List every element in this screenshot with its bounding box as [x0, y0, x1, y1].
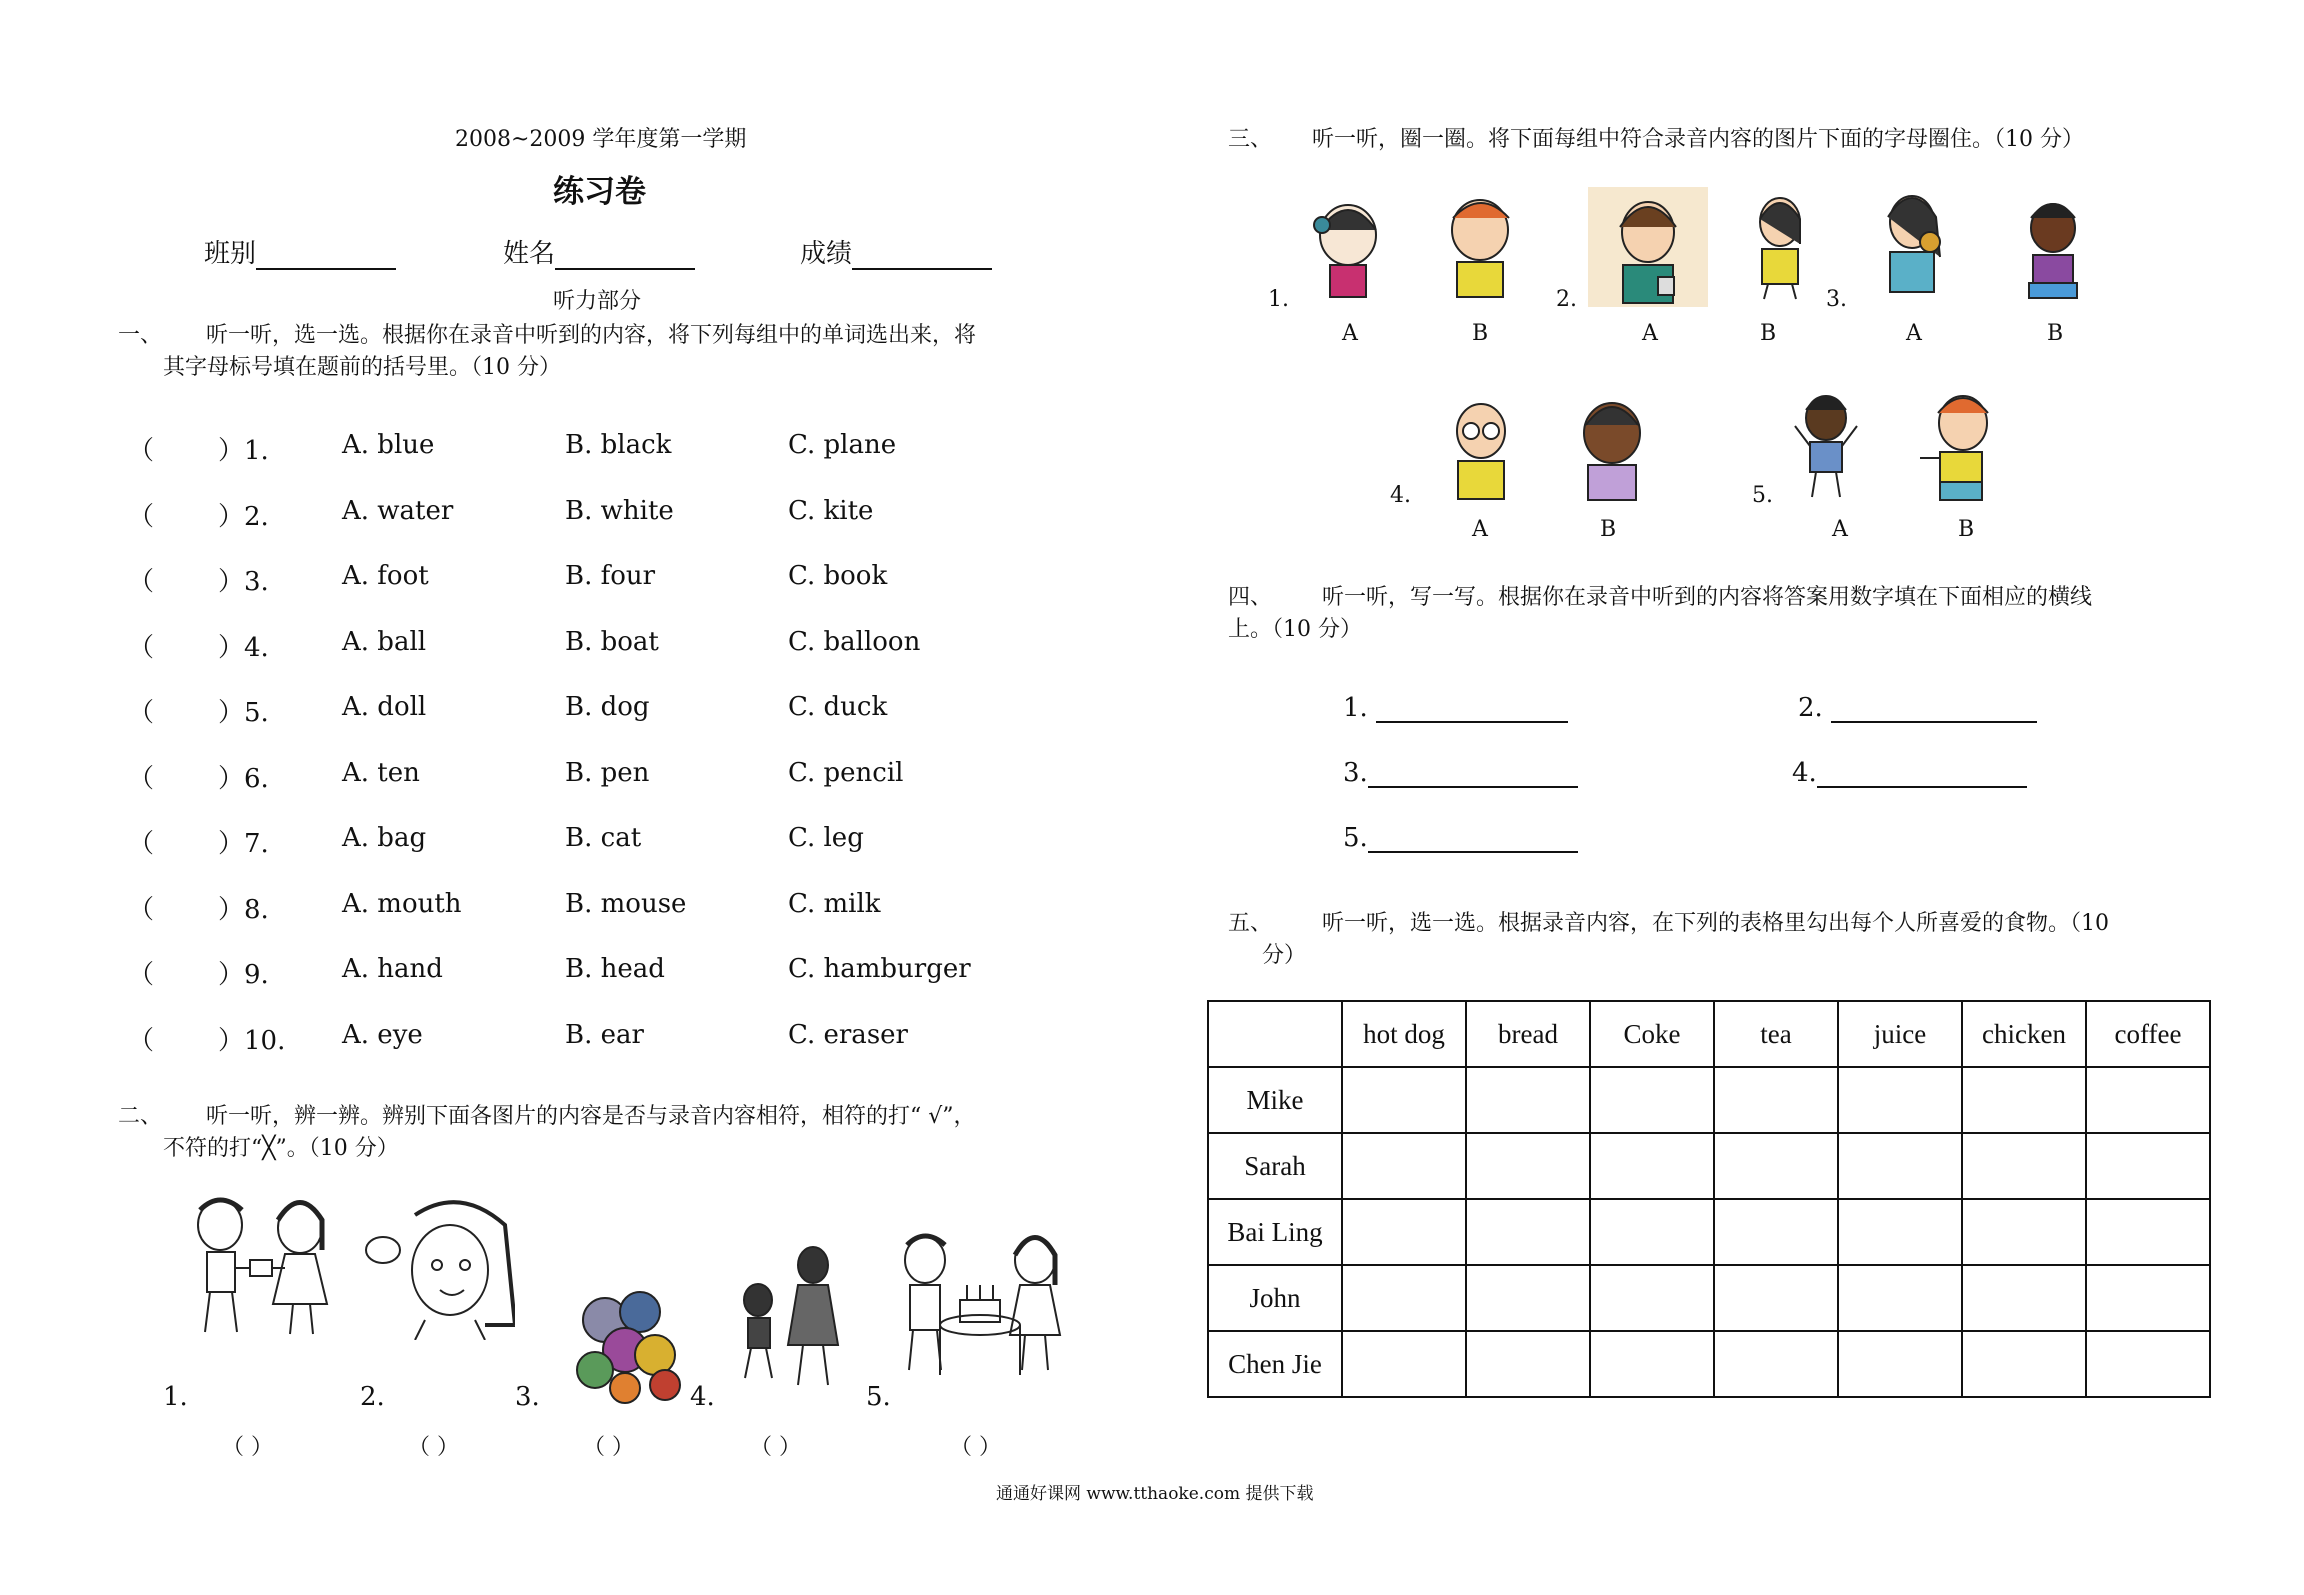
- question-number: ）1.: [218, 436, 269, 466]
- checkbox-cell[interactable]: [1590, 1133, 1714, 1199]
- part2-answer-3[interactable]: （ ）: [583, 1435, 634, 1460]
- option-b: B. pen: [565, 757, 650, 788]
- question-number: ）5.: [218, 698, 269, 728]
- checkbox-cell[interactable]: [1714, 1133, 1838, 1199]
- part3-5-option-a[interactable]: A: [1832, 517, 1848, 542]
- checkbox-cell[interactable]: [1590, 1331, 1714, 1397]
- question-number: ）8.: [218, 894, 269, 925]
- checkbox-cell[interactable]: [1466, 1199, 1590, 1265]
- picture-3-4b-boy: [1572, 393, 1652, 503]
- picture-3-2b-girl: [1742, 187, 1817, 302]
- part4-answer-5-label: 5.: [1343, 823, 1368, 853]
- part4-answer-1: [1343, 693, 1568, 723]
- option-c: C. balloon: [788, 626, 921, 657]
- question-number: ）3.: [218, 567, 269, 597]
- part3-3-option-a[interactable]: A: [1906, 321, 1922, 346]
- checkbox-cell[interactable]: [1962, 1331, 2086, 1397]
- checkbox-cell[interactable]: [1714, 1067, 1838, 1133]
- question-number: ）4.: [218, 632, 269, 663]
- part5-number: 五、: [1228, 911, 1273, 936]
- part4-instruction-2: 上。（10 分）: [1228, 617, 1362, 642]
- option-b: B. mouse: [565, 888, 687, 919]
- option-c: C. book: [788, 561, 888, 591]
- column-header: juice: [1838, 1001, 1962, 1067]
- part2-label-3: 3.: [515, 1382, 540, 1412]
- table-row: [1208, 1199, 2210, 1265]
- question-number: ）6.: [218, 763, 269, 794]
- term-line: 2008~2009 学年度第一学期: [455, 127, 747, 152]
- part4-answer-3-blank[interactable]: [1368, 758, 1578, 788]
- footer-credit: 通通好课网 www.tthaoke.com 提供下载: [996, 1484, 1314, 1504]
- answer-paren-open[interactable]: （: [128, 436, 155, 466]
- section-heading: 听力部分: [553, 289, 642, 314]
- part4-answer-2-label: 2.: [1798, 693, 1823, 723]
- checkbox-cell[interactable]: [1342, 1199, 1466, 1265]
- column-header: coffee: [2086, 1001, 2210, 1067]
- answer-paren-open[interactable]: （: [128, 567, 155, 597]
- option-b: B. cat: [565, 823, 642, 853]
- checkbox-cell[interactable]: [1466, 1265, 1590, 1331]
- part2-label-1: 1.: [163, 1382, 188, 1412]
- part2-instruction-1: 听一听，辨一辨。辨别下面各图片的内容是否与录音内容相符，相符的打“ √”，: [206, 1104, 976, 1129]
- checkbox-cell[interactable]: [1838, 1265, 1962, 1331]
- column-header: hot dog: [1342, 1001, 1466, 1067]
- score-field: [800, 233, 992, 270]
- score-label: 成绩: [800, 239, 853, 269]
- option-b: B. black: [565, 430, 672, 460]
- class-field: [204, 233, 396, 270]
- option-c: C. eraser: [788, 1019, 908, 1050]
- part3-label-1: 1.: [1268, 287, 1289, 312]
- answer-paren-open[interactable]: （: [128, 632, 155, 663]
- checkbox-cell[interactable]: [1342, 1133, 1466, 1199]
- picture-2-girl-hamburger: [365, 1195, 515, 1340]
- picture-3-5b-boy-pointing: [1918, 388, 2003, 503]
- table-header-row: [1208, 1001, 2210, 1067]
- column-header: Coke: [1590, 1001, 1714, 1067]
- part2-answer-5[interactable]: （ ）: [950, 1435, 1001, 1460]
- part4-answer-4-blank[interactable]: [1817, 758, 2027, 788]
- option-c: C. kite: [788, 495, 874, 526]
- part4-answer-2: [1798, 693, 2037, 723]
- name-blank[interactable]: [555, 240, 695, 270]
- checkbox-cell[interactable]: [1838, 1199, 1962, 1265]
- table-corner-cell: [1208, 1001, 1342, 1067]
- picture-3-2a-girl-drinking: [1588, 187, 1708, 307]
- name-label: 姓名: [503, 239, 556, 269]
- checkbox-cell[interactable]: [2086, 1265, 2210, 1331]
- checkbox-cell[interactable]: [1466, 1331, 1590, 1397]
- option-c: C. plane: [788, 430, 897, 460]
- checkbox-cell[interactable]: [1962, 1199, 2086, 1265]
- checkbox-cell[interactable]: [1962, 1067, 2086, 1133]
- question-number: ）2.: [218, 501, 269, 532]
- checkbox-cell[interactable]: [1466, 1133, 1590, 1199]
- part5-instruction-1: 听一听，选一选。根据录音内容，在下列的表格里勾出每个人所喜爱的食物。（10: [1322, 911, 2109, 936]
- option-a: A. foot: [342, 561, 429, 591]
- part4-answer-4-label: 4.: [1792, 758, 1817, 788]
- checkbox-cell[interactable]: [1962, 1265, 2086, 1331]
- answer-paren-open[interactable]: （: [128, 829, 155, 859]
- part2-answer-1[interactable]: （ ）: [222, 1435, 273, 1460]
- picture-3-1b-boy: [1435, 190, 1525, 300]
- part3-4-option-b[interactable]: B: [1600, 517, 1617, 542]
- part4-answer-1-label: 1.: [1343, 693, 1368, 723]
- picture-3-3b-girl-eating: [2013, 193, 2093, 303]
- part3-number: 三、: [1228, 127, 1273, 152]
- table-row: [1208, 1265, 2210, 1331]
- option-a: A. blue: [342, 430, 435, 460]
- table-row: [1208, 1331, 2210, 1397]
- food-preference-table: [1207, 1000, 2211, 1398]
- checkbox-cell[interactable]: [2086, 1067, 2210, 1133]
- part4-answer-5: [1343, 823, 1578, 853]
- option-c: C. pencil: [788, 757, 904, 788]
- table-row: [1208, 1133, 2210, 1199]
- part4-answer-3: [1343, 758, 1578, 788]
- picture-3-3a-girl-eating: [1870, 187, 1955, 307]
- answer-paren-open[interactable]: （: [128, 763, 155, 794]
- option-a: A. bag: [342, 823, 427, 853]
- part3-4-option-a[interactable]: A: [1472, 517, 1488, 542]
- picture-1-children-gift: [175, 1190, 350, 1340]
- checkbox-cell[interactable]: [1838, 1067, 1962, 1133]
- part3-3-option-b[interactable]: B: [2047, 321, 2064, 346]
- page-title: 练习卷: [553, 174, 646, 210]
- part1-instruction-2: 其字母标号填在题前的括号里。（10 分）: [163, 355, 561, 380]
- question-number: ）7.: [218, 829, 269, 859]
- part2-instruction-2: 不符的打“╳”。（10 分）: [163, 1136, 399, 1161]
- class-label: 班别: [204, 239, 257, 269]
- part4-answer-1-blank[interactable]: [1376, 693, 1568, 723]
- option-b: B. dog: [565, 692, 650, 722]
- part3-5-option-b[interactable]: B: [1958, 517, 1975, 542]
- option-a: A. mouth: [342, 888, 462, 919]
- checkbox-cell[interactable]: [1590, 1067, 1714, 1133]
- answer-paren-open[interactable]: （: [128, 501, 155, 532]
- picture-4-mother-child: [733, 1240, 853, 1400]
- part3-label-2: 2.: [1556, 287, 1577, 312]
- part3-label-4: 4.: [1390, 483, 1411, 508]
- part2-label-2: 2.: [360, 1382, 385, 1412]
- row-header-person: Sarah: [1208, 1133, 1342, 1199]
- checkbox-cell[interactable]: [1714, 1331, 1838, 1397]
- question-number: ）9.: [218, 960, 269, 990]
- option-c: C. duck: [788, 692, 888, 722]
- option-b: B. head: [565, 954, 665, 984]
- class-blank[interactable]: [256, 240, 396, 270]
- part3-2-option-a[interactable]: A: [1642, 321, 1658, 346]
- answer-paren-open[interactable]: （: [128, 698, 155, 728]
- checkbox-cell[interactable]: [2086, 1199, 2210, 1265]
- row-header-person: John: [1208, 1265, 1342, 1331]
- checkbox-cell[interactable]: [1714, 1265, 1838, 1331]
- column-header: chicken: [1962, 1001, 2086, 1067]
- checkbox-cell[interactable]: [2086, 1133, 2210, 1199]
- option-a: A. ten: [342, 757, 420, 788]
- checkbox-cell[interactable]: [1962, 1133, 2086, 1199]
- column-header: bread: [1466, 1001, 1590, 1067]
- part4-number: 四、: [1228, 585, 1273, 610]
- picture-3-5a-boy-flexing: [1788, 388, 1863, 503]
- option-a: A. eye: [342, 1019, 423, 1050]
- table-body: [1208, 1067, 2210, 1397]
- option-c: C. hamburger: [788, 954, 971, 984]
- part4-answer-4: [1792, 758, 2027, 788]
- checkbox-cell[interactable]: [1838, 1133, 1962, 1199]
- part1-number: 一、: [118, 323, 163, 348]
- option-a: A. water: [342, 495, 454, 526]
- checkbox-cell[interactable]: [1590, 1199, 1714, 1265]
- checkbox-cell[interactable]: [2086, 1331, 2210, 1397]
- option-b: B. ear: [565, 1019, 644, 1050]
- score-blank[interactable]: [852, 240, 992, 270]
- column-header: tea: [1714, 1001, 1838, 1067]
- row-header-person: Bai Ling: [1208, 1199, 1342, 1265]
- checkbox-cell[interactable]: [1342, 1265, 1466, 1331]
- checkbox-cell[interactable]: [1342, 1331, 1466, 1397]
- part3-2-option-b[interactable]: B: [1760, 321, 1777, 346]
- answer-paren-open[interactable]: （: [128, 1025, 155, 1056]
- part4-answer-3-label: 3.: [1343, 758, 1368, 788]
- part4-answer-2-blank[interactable]: [1831, 693, 2037, 723]
- option-a: A. ball: [342, 626, 427, 657]
- part2-label-5: 5.: [866, 1382, 891, 1412]
- option-c: C. leg: [788, 823, 864, 853]
- checkbox-cell[interactable]: [1342, 1067, 1466, 1133]
- checkbox-cell[interactable]: [1466, 1067, 1590, 1133]
- option-b: B. white: [565, 495, 674, 526]
- part4-answer-5-blank[interactable]: [1368, 823, 1578, 853]
- question-number: ）10.: [218, 1025, 286, 1056]
- part3-label-5: 5.: [1752, 483, 1773, 508]
- part2-answer-2[interactable]: （ ）: [408, 1435, 459, 1460]
- part3-1-option-b[interactable]: B: [1472, 321, 1489, 346]
- part1-instruction-1: 听一听，选一选。根据你在录音中听到的内容，将下列每组中的单词选出来，将: [206, 323, 977, 348]
- checkbox-cell[interactable]: [1838, 1331, 1962, 1397]
- picture-3-4a-boy-glasses: [1443, 393, 1518, 503]
- row-header-person: Mike: [1208, 1067, 1342, 1133]
- table-row: [1208, 1067, 2210, 1133]
- picture-3-1a-girl: [1308, 195, 1388, 300]
- answer-paren-open[interactable]: （: [128, 960, 155, 990]
- row-header-person: Chen Jie: [1208, 1331, 1342, 1397]
- part2-answer-4[interactable]: （ ）: [750, 1435, 801, 1460]
- option-a: A. hand: [342, 954, 443, 984]
- part4-instruction-1: 听一听，写一写。根据你在录音中听到的内容将答案用数字填在下面相应的横线: [1322, 585, 2093, 610]
- picture-3-balloons: [570, 1280, 685, 1405]
- name-field: [503, 233, 695, 270]
- option-b: B. boat: [565, 626, 659, 657]
- option-b: B. four: [565, 561, 656, 591]
- part3-instruction: 听一听，圈一圈。将下面每组中符合录音内容的图片下面的字母圈住。（10 分）: [1312, 127, 2084, 152]
- option-a: A. doll: [342, 692, 427, 722]
- picture-5-birthday-cake: [895, 1230, 1065, 1390]
- option-c: C. milk: [788, 888, 881, 919]
- part3-label-3: 3.: [1826, 287, 1847, 312]
- answer-paren-open[interactable]: （: [128, 894, 155, 925]
- part5-instruction-2: 分）: [1262, 943, 1307, 968]
- checkbox-cell[interactable]: [1714, 1199, 1838, 1265]
- checkbox-cell[interactable]: [1590, 1265, 1714, 1331]
- part3-1-option-a[interactable]: A: [1342, 321, 1358, 346]
- part2-label-4: 4.: [690, 1382, 715, 1412]
- part2-number: 二、: [118, 1104, 163, 1129]
